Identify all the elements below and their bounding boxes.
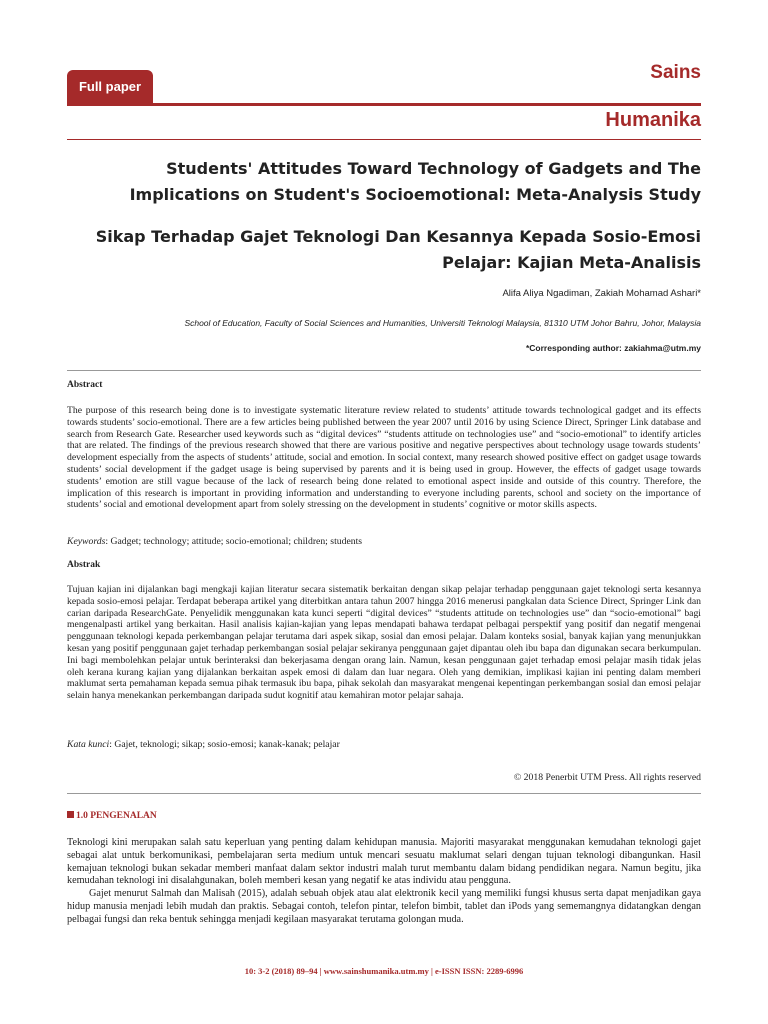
- body-paragraph: Gajet menurut Salmah dan Malisah (2015), adalah sebuah objek atau alat elektronik kecil yang memiliki fungsi khusus serta dapat menjadikan gaya hidup manusia menjadi lebih mudah dan praktis. Sebagai contoh, telefon pintar, telefon bimbit, tablet dan iPods yang sememangnya didatangkan dengan pelbagai fungsi dan reka bentuk sehingga menjadi kegilaan masyarakat terutama golongan muda.: [67, 888, 701, 925]
- kata-kunci-label: Kata kunci: [67, 739, 110, 750]
- header-rule-thin: [67, 139, 701, 140]
- full-paper-badge: Full paper: [67, 70, 153, 104]
- journal-name-line2: Humanika: [605, 109, 701, 131]
- keywords-values: : Gadget; technology; attitude; socio-emotional; children; students: [105, 536, 363, 547]
- corresponding-author: *Corresponding author: zakiahma@utm.my: [525, 343, 701, 353]
- abstract-text: The purpose of this research being done is to investigate systematic literature review related to students’ attitude towards technological gadget and its effects towards students’ socio-emotional. There are a few articles being published between the year 2007 until 2016 by using Science Direct, Springer Link database and search from Research Gate. Researcher used keywords such as “digital devices” “students attitude on technologies use” and “socio-emotional” to identify articles that are related. The findings of the previous research showed that there are various positive and negative perspectives about technology usage towards students’ development especially from the aspects of students’ attitude, social and emotion. In social context, many research showed positive effect on gadget usage towards students’ social development if the gadget usage is being supervised by parents and it is being used in group. However, the effects of gadget usage towards students’ emotion are still vague because of the lack of research being done related to emotional aspect inside and outside of this country. Therefore, the implication of this research is important in providing information and understanding to everyone including parents, school and society on the importance of students’ social and emotional development apart from solely stressing on the development in students’ cognitive or motor skills aspects.: [67, 405, 701, 511]
- journal-name-line1: Sains: [650, 62, 701, 83]
- divider: [67, 370, 701, 371]
- section-body: [67, 837, 701, 927]
- affiliation: School of Education, Faculty of Social Sciences and Humanities, Universiti Teknologi Malaysia, 81310 UTM Johor Bahru, Johor, Malaysia: [184, 318, 701, 328]
- keywords-line: [67, 536, 362, 547]
- body-paragraph: Teknologi kini merupakan salah satu keperluan yang penting dalam kehidupan manusia. Majoriti masyarakat menggunakan kemudahan teknologi gajet sebagai alat untuk berkomunikasi, pembelajaran serta medium untuk mencari sesuatu maklumat selari dengan tujuan teknologi dibangunkan. Hasil kemajuan teknologi bukan sekadar memberi manfaat dalam sektor industri malah turut membantu dalam bidang pendidikan negara. Namun begitu, jika kemudahan teknologi ini disalahgunakan, boleh memberi kesan yang negatif ke atas individu atau pengguna.: [67, 837, 701, 887]
- section-heading: [67, 811, 157, 821]
- square-bullet-icon: [67, 811, 74, 818]
- footer: 10: 3-2 (2018) 89–94 | www.sainshumanika.utm.my | e-ISSN ISSN: 2289-6996: [244, 966, 524, 976]
- abstrak-text: Tujuan kajian ini dijalankan bagi mengkaji kajian literatur secara sistematik berkaitan dengan sikap pelajar terhadap penggunaan gajet teknologi serta kesannya kepada sosio-emosi pelajar. Terdapat beberapa artikel yang diterbitkan antara tahun 2007 hingga 2016 menerusi pangkalan data Science Direct, Springer Link dan carian daripada ResearchGate. Penyelidik menggunakan kata kunci seperti “digital devices” “students attitude on technologies use” dan “socio-emotional” bagi mengenalpasti artikel yang berkaitan. Hasil analisis kajian-kajian yang lepas mendapati bahawa terdapat pelbagai perspektif yang positif dan negatif mengenai penggunaan teknologi kepada perkembangan pelajar terutama dari aspek sikap, sosial dan emosi pelajar. Dalam konteks sosial, banyak kajian yang menunjukkan kesan yang positif penggunaan gajet terhadap perkembangan sosial pelajar sekiranya penggunaan gajet dipantau oleh ibu bapa dan digunakan secara berkumpulan. Ini bagi membolehkan pelajar untuk berinteraksi dan bekerjasama dengan orang lain. Namun, kesan penggunaan gajet terhadap emosi pelajar masih tidak jelas oleh kerana kurang kajian yang dijalankan berkaitan aspek emosi di dalam dan luar negara. Oleh yang demikian, implikasi kajian ini penting dalam memberi maklumat serta pemahaman kepada semua pihak termasuk ibu bapa, pihak sekolah dan masyarakat mengenai kepentingan perkembangan sosial dan emosi pelajar selain hanya menekankan perkembangan daripada sudut kognitif atau kemahiran motor pelajar sahaja.: [67, 584, 701, 702]
- abstrak-heading: Abstrak: [67, 560, 101, 570]
- keywords-label: Keywords: [67, 536, 106, 547]
- divider: [67, 793, 701, 794]
- title-malay: Sikap Terhadap Gajet Teknologi Dan Kesannya Kepada Sosio-Emosi Pelajar: Kajian Meta-Analisis: [95, 227, 701, 272]
- copyright: © 2018 Penerbit UTM Press. All rights reserved: [513, 772, 701, 783]
- authors: Alifa Aliya Ngadiman, Zakiah Mohamad Ashari*: [502, 288, 701, 299]
- kata-kunci-line: [67, 739, 340, 750]
- kata-kunci-values: : Gajet, teknologi; sikap; sosio-emosi; kanak-kanak; pelajar: [109, 739, 340, 750]
- header-rule: [67, 103, 701, 106]
- abstract-heading: Abstract: [67, 380, 103, 390]
- title-english: Students' Attitudes Toward Technology of Gadgets and The Implications on Student's Socioemotional: Meta-Analysis Study: [129, 159, 701, 204]
- section-heading-text: 1.0 PENGENALAN: [76, 811, 157, 821]
